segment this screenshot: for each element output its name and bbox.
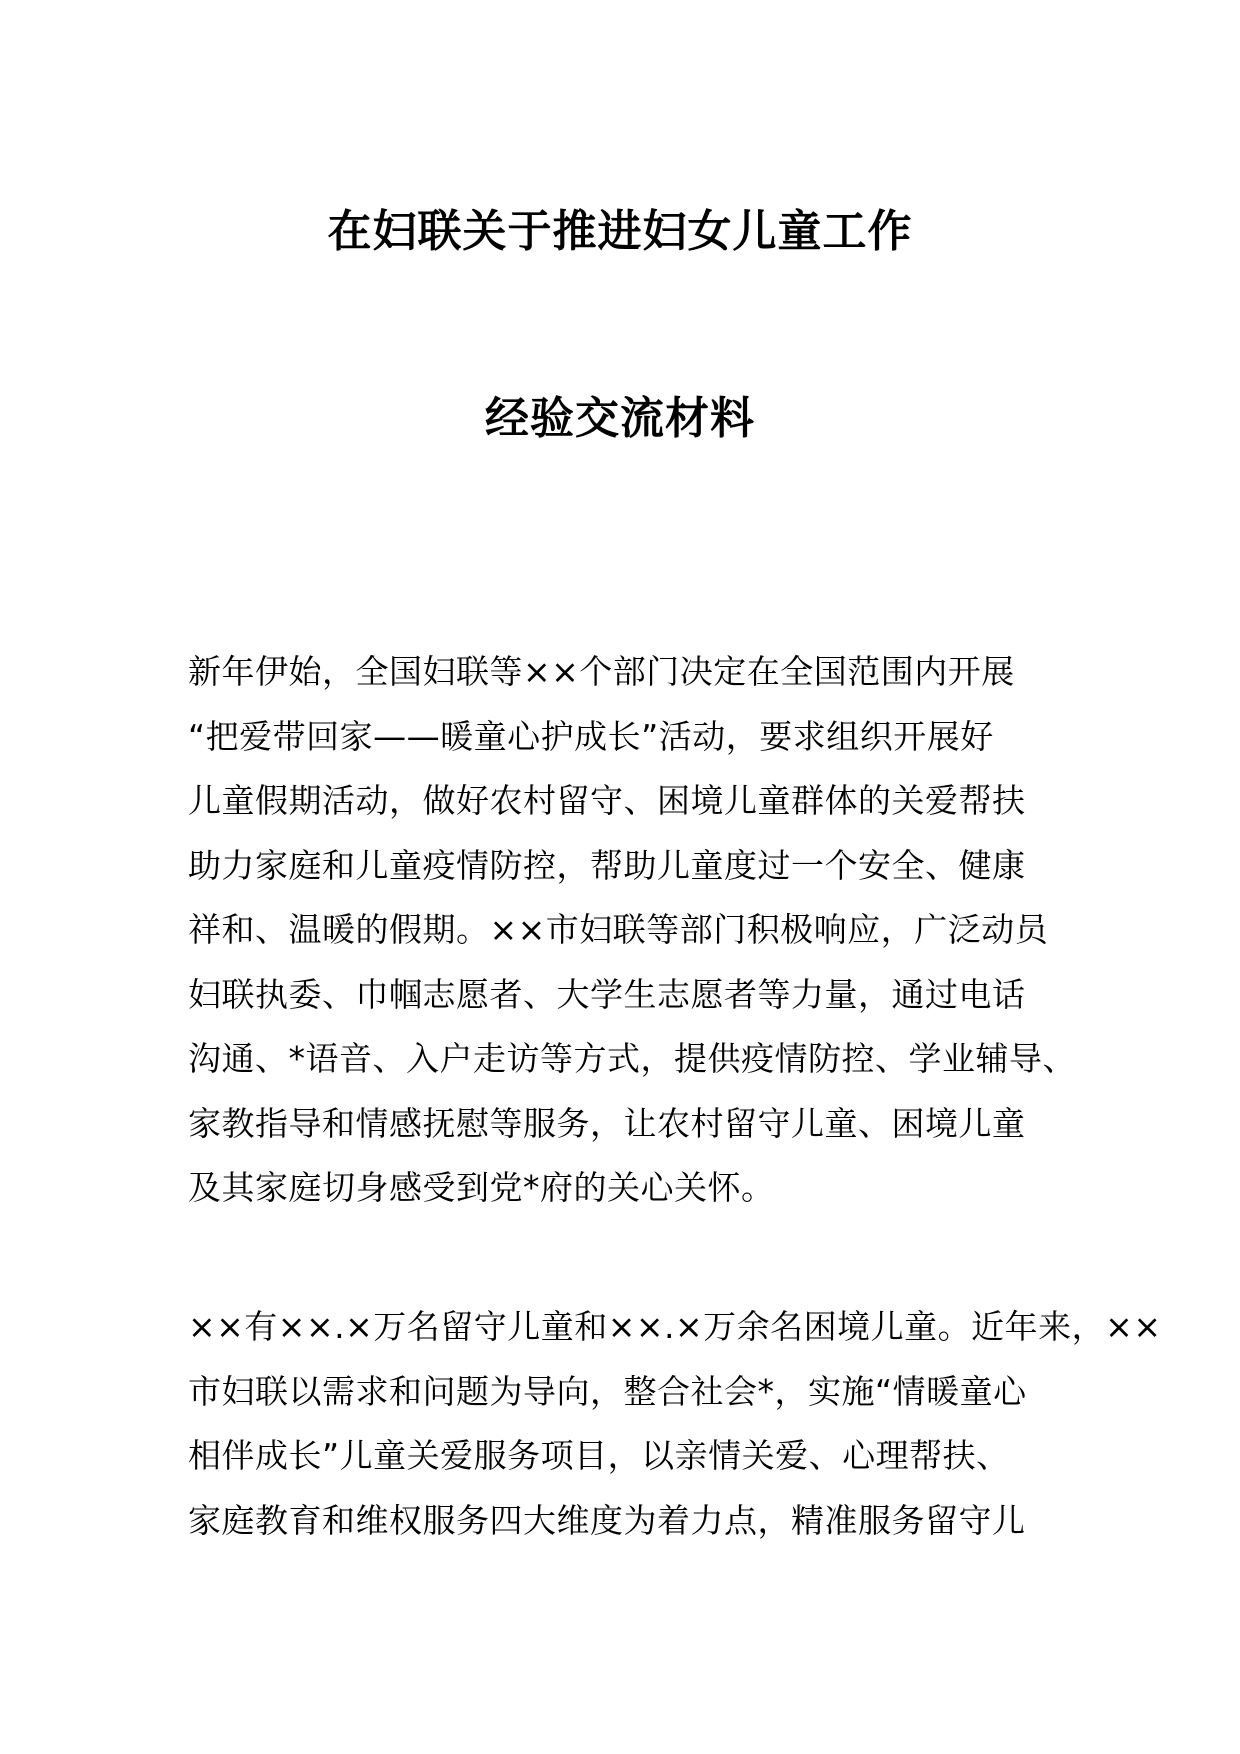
text-line: 家庭教育和维权服务四大维度为着力点，精准服务留守儿 [188, 1500, 1026, 1540]
document-title-line-1: 在妇联关于推进妇女儿童工作 [327, 206, 913, 257]
text-line: 助力家庭和儿童疫情防控，帮助儿童度过一个安全、健康 [188, 845, 1026, 885]
text-line: 相伴成长”儿童关爱服务项目，以亲情关爱、心理帮扶、 [188, 1436, 1010, 1475]
text-line: ××有××.×万名留守儿童和××.×万余名困境儿童。近年来，×× [188, 1307, 1162, 1346]
text-line: 及其家庭切身感受到党*府的关心关怀。 [188, 1168, 775, 1207]
text-line: 妇联执委、巾帼志愿者、大学生志愿者等力量，通过电话 [188, 974, 1026, 1014]
paragraph-1 [188, 640, 1088, 1221]
text-line: 新年伊始，全国妇联等××个部门决定在全国范围内开展 [188, 652, 1015, 691]
document-title-line-2: 经验交流材料 [485, 393, 755, 444]
paragraph-2 [188, 1295, 1162, 1553]
text-line: 家教指导和情感抚慰等服务，让农村留守儿童、困境儿童 [188, 1103, 1026, 1143]
text-line: 市妇联以需求和问题为导向，整合社会*，实施“情暖童心 [188, 1371, 1027, 1411]
text-line: 儿童假期活动，做好农村留守、困境儿童群体的关爱帮扶 [188, 781, 1026, 820]
text-line: 沟通、*语音、入户走访等方式，提供疫情防控、学业辅导、 [188, 1039, 1076, 1078]
text-line: 祥和、温暖的假期。××市妇联等部门积极响应，广泛动员 [188, 910, 1049, 949]
text-line: “把爱带回家——暖童心护成长”活动，要求组织开展好 [188, 716, 994, 756]
